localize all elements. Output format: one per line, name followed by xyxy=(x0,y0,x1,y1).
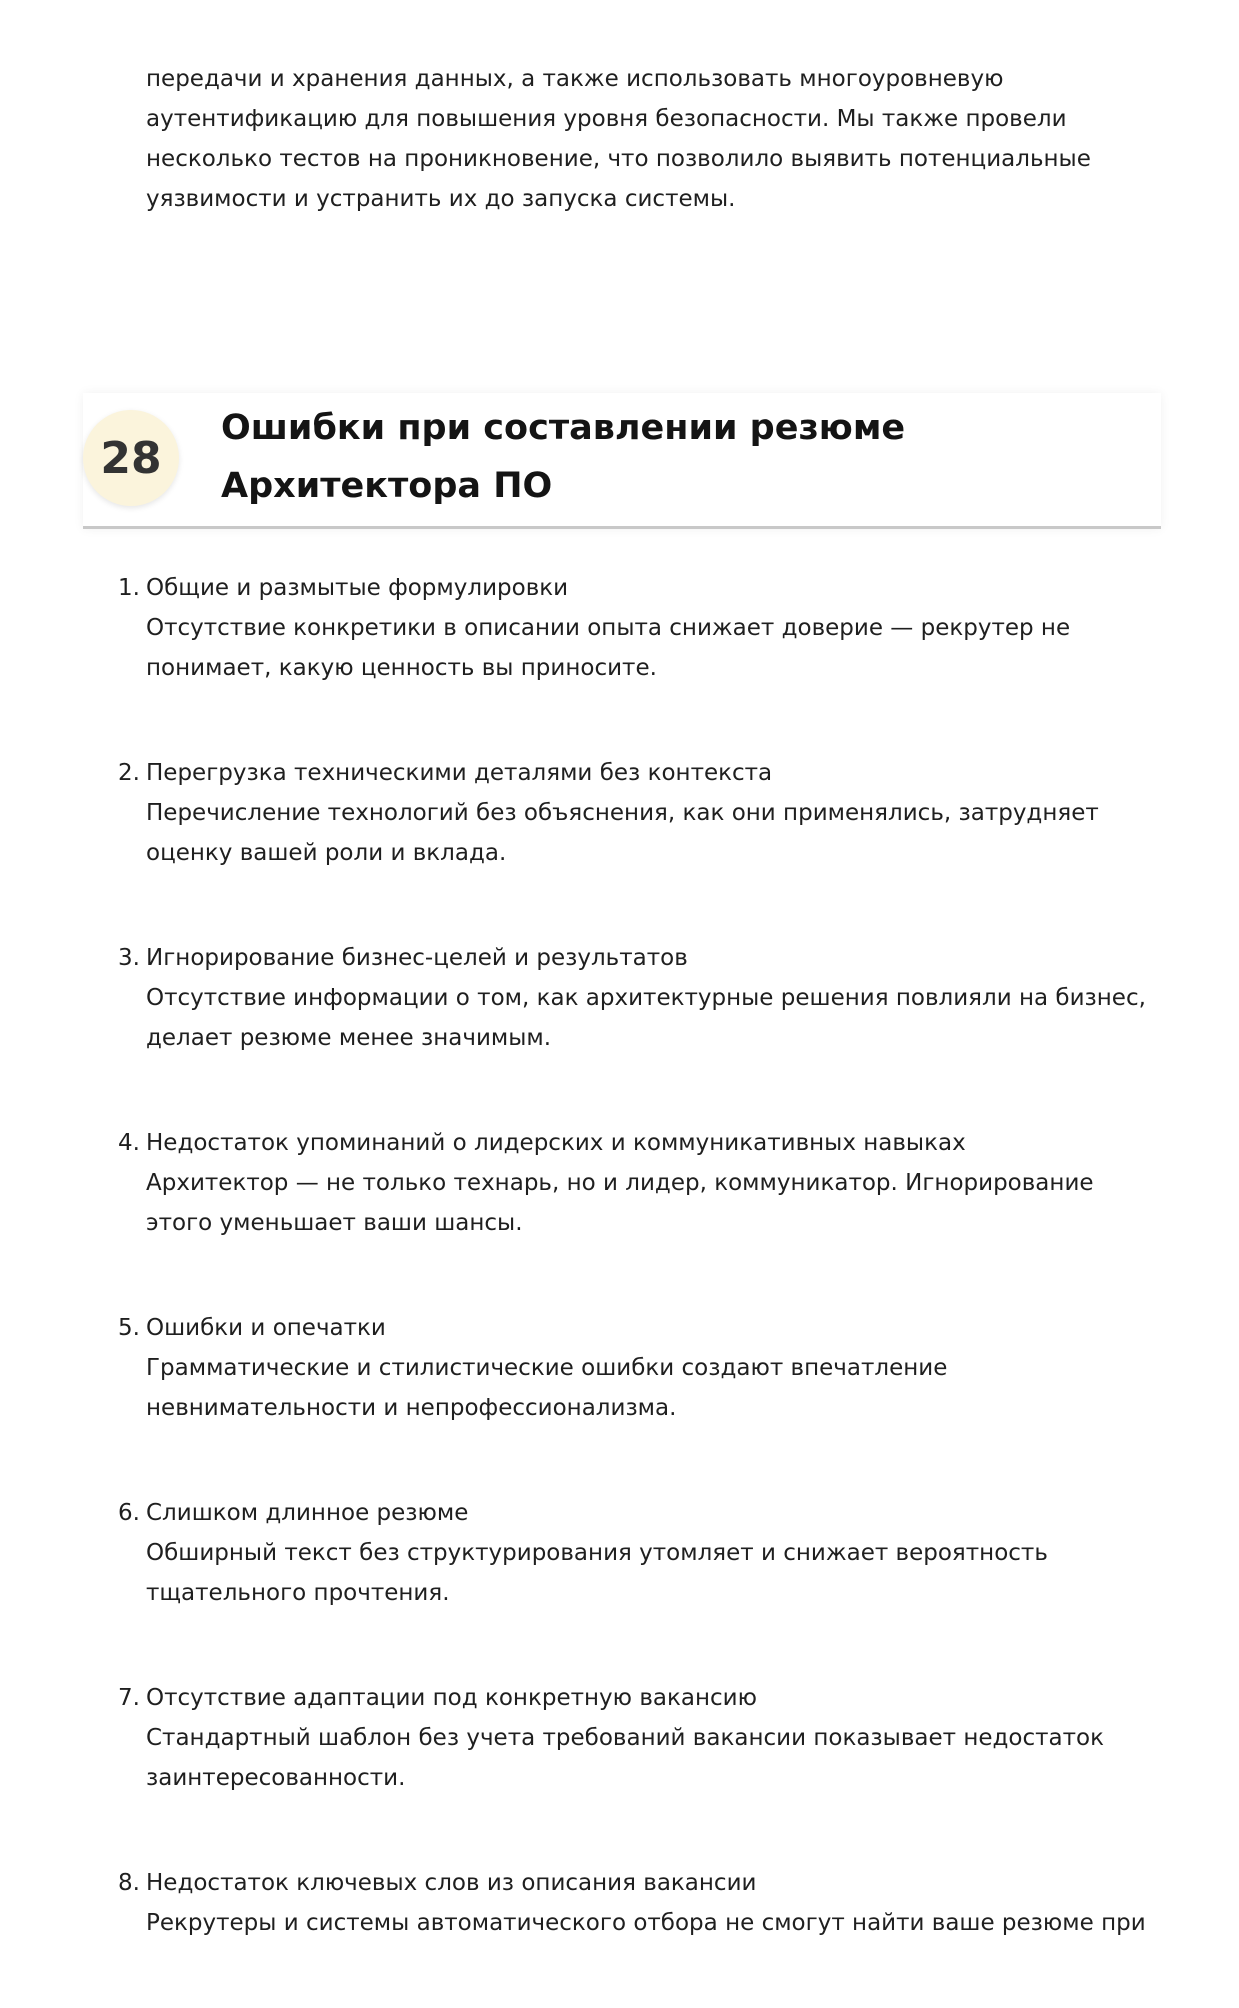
list-item-description: Отсутствие конкретики в описании опыта снижает доверие — рекрутер не понимает, какую ценность вы приносите. xyxy=(146,615,1071,681)
list-item-title: Ошибки и опечатки xyxy=(146,1315,386,1341)
list-item-number: 1. xyxy=(118,575,140,601)
list-item-number: 8. xyxy=(118,1870,140,1896)
list-item-number: 3. xyxy=(118,945,140,971)
list-item-description: Грамматические и стилистические ошибки создают впечатление невнимательности и непрофессионализма. xyxy=(146,1355,948,1421)
list-item-title: Перегрузка техническими деталями без контекста xyxy=(146,760,773,786)
list-item xyxy=(118,1123,1166,1243)
list-item-title: Игнорирование бизнес-целей и результатов xyxy=(146,945,688,971)
mistakes-list xyxy=(118,568,1166,2008)
list-item-description: Рекрутеры и системы автоматического отбора не смогут найти ваше резюме при xyxy=(146,1910,1146,1936)
list-item-description: Отсутствие информации о том, как архитектурные решения повлияли на бизнес, делает резюме менее значимым. xyxy=(146,985,1146,1051)
list-item-title: Отсутствие адаптации под конкретную вакансию xyxy=(146,1685,757,1711)
section-number-badge: 28 xyxy=(83,410,179,506)
list-item-description: Перечисление технологий без объяснения, как они применялись, затрудняет оценку вашей роли и вклада. xyxy=(146,800,1099,866)
list-item-number: 2. xyxy=(118,760,140,786)
section-title: Ошибки при составлении резюме Архитектора ПО xyxy=(221,408,906,506)
list-item xyxy=(118,938,1166,1058)
list-item-title: Общие и размытые формулировки xyxy=(146,575,569,601)
list-item-description: Архитектор — не только технарь, но и лидер, коммуникатор. Игнорирование этого уменьшает ваши шансы. xyxy=(146,1170,1094,1236)
list-item-number: 6. xyxy=(118,1500,140,1526)
list-item-title: Слишком длинное резюме xyxy=(146,1500,469,1526)
list-item-number: 5. xyxy=(118,1315,140,1341)
list-item xyxy=(118,753,1166,873)
section-header xyxy=(83,393,1161,529)
list-item-number: 4. xyxy=(118,1130,140,1156)
list-item-description: Обширный текст без структурирования утомляет и снижает вероятность тщательного прочтения. xyxy=(146,1540,1048,1606)
list-item xyxy=(118,568,1166,688)
list-item-title: Недостаток ключевых слов из описания вакансии xyxy=(146,1870,757,1896)
list-item xyxy=(118,1863,1166,1943)
list-item-number: 7. xyxy=(118,1685,140,1711)
list-item-title: Недостаток упоминаний о лидерских и коммуникативных навыках xyxy=(146,1130,966,1156)
list-item xyxy=(118,1493,1166,1613)
list-item xyxy=(118,1678,1166,1798)
intro-paragraph: передачи и хранения данных, а также использовать многоуровневую аутентификацию для повышения уровня безопасности. Мы также провели несколько тестов на проникновение, что позволило выявить потенциальные уязвимости и устранить их до запуска системы. xyxy=(146,66,1091,212)
list-item xyxy=(118,1308,1166,1428)
list-item-description: Стандартный шаблон без учета требований вакансии показывает недостаток заинтересованности. xyxy=(146,1725,1104,1791)
